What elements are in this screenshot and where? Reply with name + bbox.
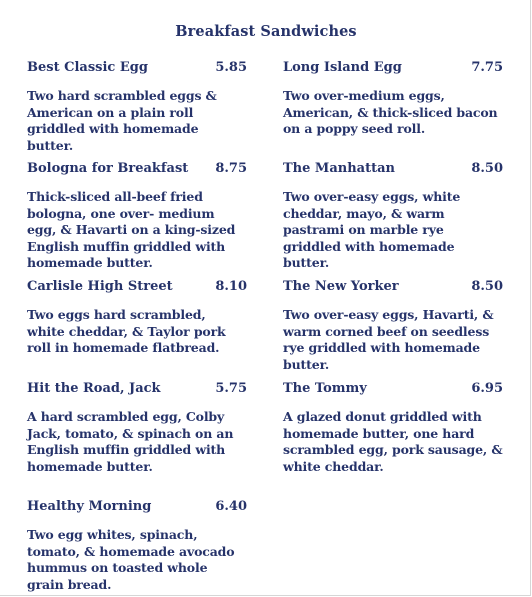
menu-item-description: Two eggs hard scrambled, white cheddar, & Taylor pork roll in homemade flatbread. [27, 307, 226, 355]
menu-item-description: Two over-easy eggs, Havarti, & warm corned beef on seedless rye griddled with homemade butter. [283, 307, 494, 372]
menu-item-bologna-for-breakfast [27, 161, 247, 272]
menu-item-the-tommy [283, 381, 503, 475]
menu-item-hit-the-road-jack [27, 381, 247, 475]
menu-item-header [27, 60, 247, 78]
menu-item-price: 5.85 [215, 60, 247, 75]
menu-item-header [283, 279, 503, 297]
menu-item-price: 8.50 [471, 161, 503, 176]
menu-title: Breakfast Sandwiches [175, 23, 357, 40]
menu-item-description: A hard scrambled egg, Colby Jack, tomato, & spinach on an English muffin griddled with homemade butter. [27, 409, 234, 474]
menu-item-header [27, 381, 247, 399]
menu-item-best-classic-egg [27, 60, 247, 154]
menu-item-price: 6.40 [215, 499, 247, 514]
menu-item-healthy-morning [27, 499, 247, 593]
menu-item-name: The Manhattan [283, 161, 395, 176]
menu-item-price: 6.95 [471, 381, 503, 396]
menu-item-price: 8.75 [215, 161, 247, 176]
menu-item-price: 8.10 [215, 279, 247, 294]
menu-item-price: 7.75 [471, 60, 503, 75]
menu-item-name: Bologna for Breakfast [27, 161, 189, 176]
menu-item-carlisle-high-street [27, 279, 247, 357]
menu-item-header [283, 60, 503, 78]
menu-item-description: A glazed donut griddled with homemade butter, one hard scrambled egg, pork sausage, & white cheddar. [283, 409, 503, 474]
menu-item-name: Long Island Egg [283, 60, 402, 75]
menu-item-description: Two egg whites, spinach, tomato, & homemade avocado hummus on toasted whole grain bread. [27, 527, 235, 592]
menu-item-price: 8.50 [471, 279, 503, 294]
menu-item-description: Two over-easy eggs, white cheddar, mayo, & warm pastrami on marble rye griddled with homemade butter. [283, 189, 461, 270]
menu-item-description: Thick-sliced all-beef fried bologna, one over- medium egg, & Havarti on a king-sized English muffin griddled with homemade butter. [27, 189, 236, 270]
menu-item-description: Two over-medium eggs, American, & thick-sliced bacon on a poppy seed roll. [283, 88, 498, 136]
menu-item-header [27, 499, 247, 517]
menu-item-header [283, 381, 503, 399]
menu-item-long-island-egg [283, 60, 503, 138]
menu-item-name: Best Classic Egg [27, 60, 148, 75]
menu-item-the-manhattan [283, 161, 503, 272]
menu-item-the-new-yorker [283, 279, 503, 373]
menu-item-name: Hit the Road, Jack [27, 381, 161, 396]
menu-item-header [283, 161, 503, 179]
menu-item-price: 5.75 [215, 381, 247, 396]
menu-item-name: Carlisle High Street [27, 279, 173, 294]
menu-item-name: The Tommy [283, 381, 367, 396]
menu-item-description: Two hard scrambled eggs & American on a plain roll griddled with homemade butter. [27, 88, 217, 153]
menu-item-header [27, 161, 247, 179]
menu-item-name: The New Yorker [283, 279, 399, 294]
menu-item-header [27, 279, 247, 297]
menu-item-name: Healthy Morning [27, 499, 152, 514]
